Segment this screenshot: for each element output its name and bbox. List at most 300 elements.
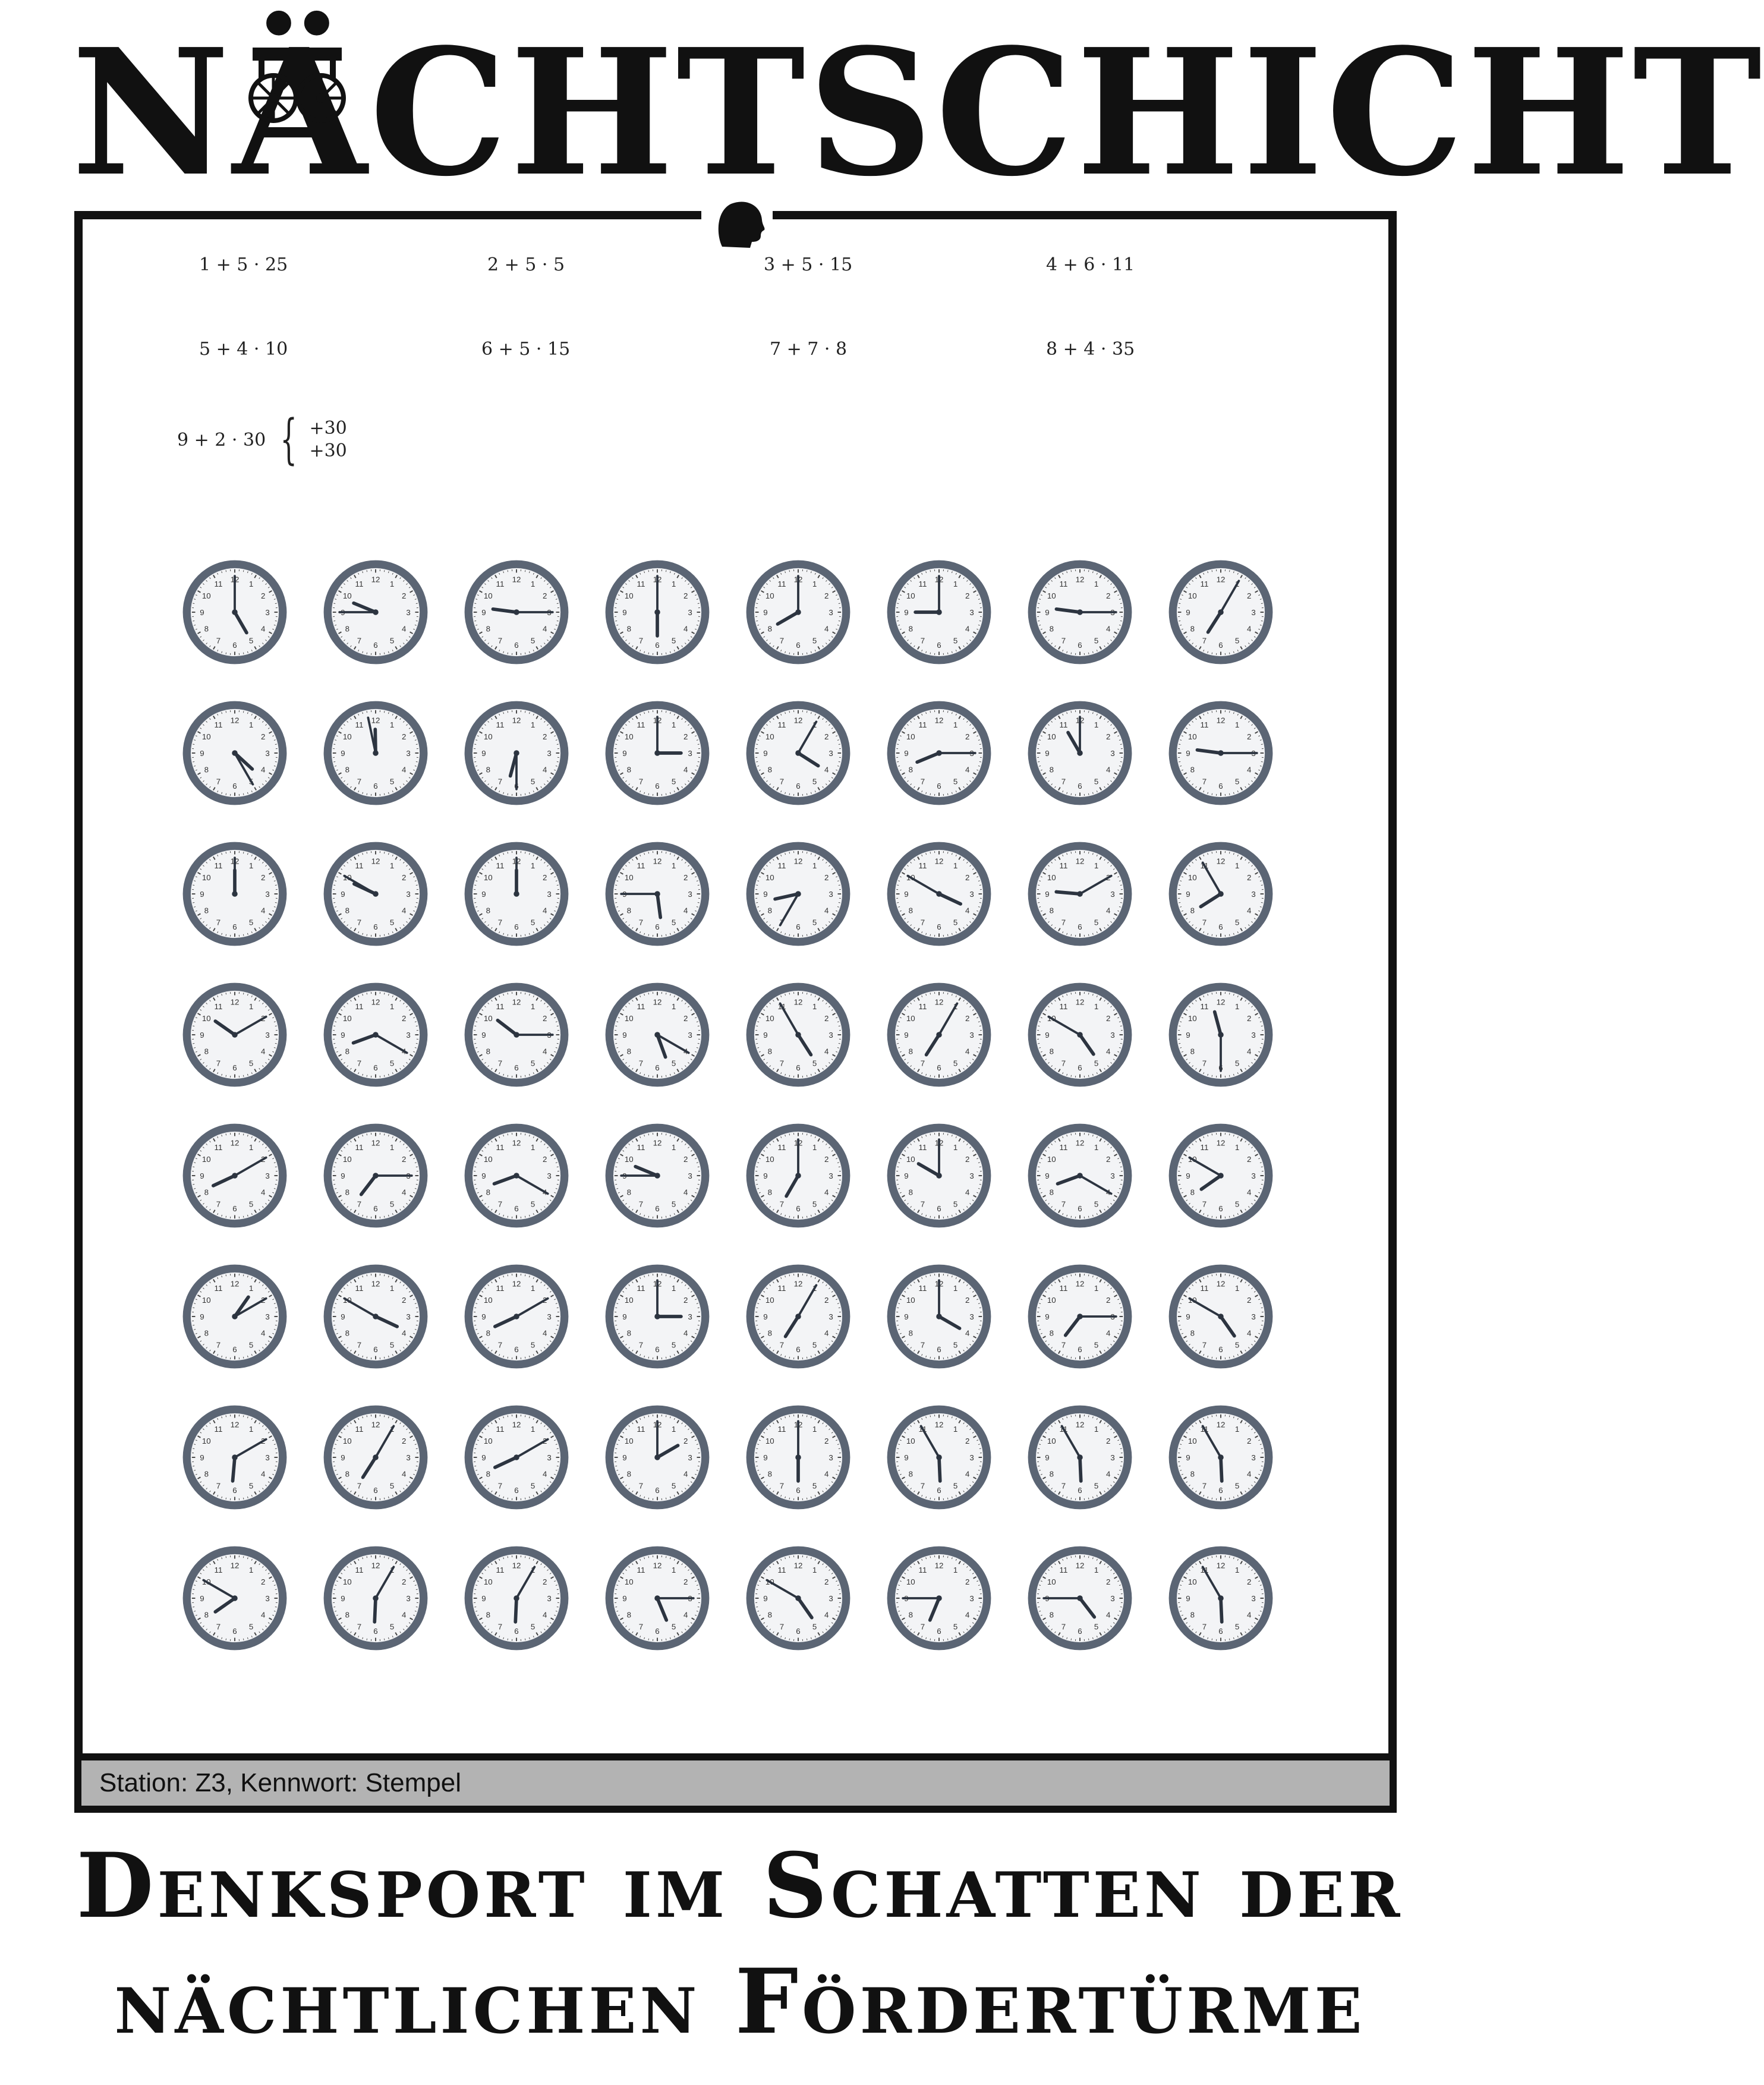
clock-icon — [742, 1119, 855, 1232]
clock-icon — [1164, 1260, 1277, 1373]
svg-text:5: 5 — [530, 1340, 536, 1350]
svg-text:8: 8 — [1190, 1188, 1195, 1197]
svg-text:8: 8 — [345, 624, 349, 634]
svg-text:4: 4 — [543, 624, 547, 634]
svg-text:5: 5 — [389, 1059, 395, 1068]
svg-text:8: 8 — [908, 1188, 913, 1197]
svg-text:5: 5 — [953, 777, 958, 786]
svg-text:2: 2 — [543, 873, 547, 883]
clock-icon — [1023, 837, 1136, 950]
svg-text:10: 10 — [201, 1014, 211, 1023]
svg-text:9: 9 — [481, 1453, 486, 1462]
svg-text:12: 12 — [230, 1420, 240, 1429]
svg-text:12: 12 — [512, 997, 521, 1007]
svg-text:8: 8 — [345, 906, 349, 915]
svg-text:11: 11 — [1200, 1002, 1209, 1012]
svg-text:6: 6 — [373, 640, 378, 650]
svg-text:2: 2 — [1247, 1437, 1252, 1446]
svg-text:8: 8 — [204, 1469, 209, 1479]
svg-text:7: 7 — [497, 1199, 503, 1209]
svg-text:11: 11 — [496, 1284, 505, 1293]
svg-text:3: 3 — [969, 1312, 974, 1321]
svg-text:3: 3 — [1251, 1453, 1256, 1462]
svg-text:6: 6 — [232, 1204, 237, 1213]
svg-text:5: 5 — [248, 1059, 254, 1068]
svg-text:10: 10 — [906, 591, 915, 601]
svg-text:7: 7 — [1202, 777, 1207, 786]
svg-text:10: 10 — [342, 732, 352, 742]
clock-icon — [883, 1119, 996, 1232]
svg-text:6: 6 — [937, 1626, 941, 1636]
clock-icon — [883, 556, 996, 669]
equation-3: 3 + 5 · 15 — [764, 254, 853, 275]
clock-icon — [1023, 978, 1136, 1091]
svg-text:8: 8 — [767, 765, 772, 774]
svg-text:12: 12 — [793, 1279, 803, 1289]
svg-text:1: 1 — [812, 1566, 817, 1575]
clock-icon — [178, 978, 291, 1091]
svg-text:3: 3 — [969, 1453, 974, 1462]
svg-text:6: 6 — [655, 640, 660, 650]
svg-text:1: 1 — [1234, 1002, 1240, 1012]
svg-text:10: 10 — [1187, 873, 1197, 883]
svg-text:4: 4 — [1106, 1610, 1111, 1620]
svg-text:7: 7 — [638, 636, 644, 645]
svg-text:12: 12 — [653, 856, 662, 866]
svg-text:8: 8 — [345, 765, 349, 774]
svg-text:7: 7 — [497, 777, 503, 786]
svg-text:11: 11 — [918, 1284, 927, 1293]
clock-icon — [319, 697, 432, 810]
svg-text:3: 3 — [406, 1593, 411, 1603]
svg-text:10: 10 — [1047, 1155, 1056, 1164]
svg-text:11: 11 — [1059, 861, 1068, 871]
svg-text:4: 4 — [402, 765, 407, 774]
svg-text:5: 5 — [1094, 777, 1099, 786]
svg-text:8: 8 — [486, 1047, 490, 1056]
svg-text:10: 10 — [624, 732, 634, 742]
clock-icon — [742, 837, 855, 950]
svg-text:4: 4 — [965, 906, 970, 915]
svg-text:1: 1 — [530, 861, 536, 871]
svg-text:11: 11 — [214, 1002, 223, 1012]
svg-text:10: 10 — [624, 1577, 634, 1587]
svg-text:9: 9 — [622, 1312, 627, 1321]
svg-text:10: 10 — [483, 1155, 493, 1164]
svg-text:7: 7 — [920, 1622, 925, 1632]
svg-text:5: 5 — [530, 1199, 536, 1209]
svg-text:9: 9 — [622, 1030, 627, 1040]
svg-text:11: 11 — [496, 861, 505, 871]
svg-text:7: 7 — [920, 1199, 925, 1209]
svg-text:1: 1 — [953, 1284, 958, 1293]
svg-text:10: 10 — [906, 1155, 915, 1164]
svg-text:4: 4 — [1247, 1469, 1252, 1479]
svg-text:10: 10 — [201, 591, 211, 601]
svg-text:8: 8 — [767, 1328, 772, 1338]
svg-text:6: 6 — [937, 781, 941, 790]
svg-text:4: 4 — [824, 1328, 829, 1338]
svg-text:11: 11 — [355, 1566, 364, 1575]
svg-text:7: 7 — [357, 1340, 362, 1350]
svg-text:9: 9 — [1045, 1453, 1050, 1462]
svg-text:2: 2 — [824, 1437, 829, 1446]
svg-text:9: 9 — [763, 607, 768, 617]
svg-text:9: 9 — [341, 748, 345, 758]
svg-text:1: 1 — [248, 1002, 254, 1012]
svg-text:5: 5 — [389, 918, 395, 927]
svg-text:4: 4 — [683, 906, 688, 915]
svg-text:12: 12 — [230, 1279, 240, 1289]
clock-icon — [601, 1119, 714, 1232]
svg-text:9: 9 — [200, 1593, 204, 1603]
svg-text:3: 3 — [547, 1593, 552, 1603]
svg-text:2: 2 — [965, 1155, 970, 1164]
svg-text:4: 4 — [402, 624, 407, 634]
svg-text:6: 6 — [232, 1626, 237, 1636]
svg-text:4: 4 — [402, 1469, 407, 1479]
svg-text:8: 8 — [345, 1328, 349, 1338]
svg-text:4: 4 — [1106, 1469, 1111, 1479]
svg-text:4: 4 — [824, 1469, 829, 1479]
svg-text:2: 2 — [683, 1437, 688, 1446]
svg-text:6: 6 — [232, 1063, 237, 1072]
svg-text:9: 9 — [904, 1030, 909, 1040]
svg-text:8: 8 — [767, 1188, 772, 1197]
svg-text:10: 10 — [201, 1437, 211, 1446]
svg-text:10: 10 — [1187, 732, 1197, 742]
svg-text:3: 3 — [406, 1030, 411, 1040]
svg-text:4: 4 — [261, 1469, 266, 1479]
svg-text:4: 4 — [683, 1188, 688, 1197]
svg-text:7: 7 — [1202, 918, 1207, 927]
svg-text:5: 5 — [389, 1622, 395, 1632]
svg-text:5: 5 — [389, 777, 395, 786]
svg-text:5: 5 — [530, 1481, 536, 1491]
svg-text:5: 5 — [1234, 1340, 1240, 1350]
svg-text:8: 8 — [1049, 624, 1054, 634]
svg-text:6: 6 — [373, 781, 378, 790]
clock-icon — [1164, 1401, 1277, 1514]
clock-icon — [319, 837, 432, 950]
svg-text:12: 12 — [512, 1138, 521, 1148]
svg-text:10: 10 — [342, 591, 352, 601]
svg-text:1: 1 — [1094, 579, 1099, 589]
svg-text:11: 11 — [777, 1284, 786, 1293]
svg-text:7: 7 — [1061, 777, 1066, 786]
svg-text:4: 4 — [824, 1047, 829, 1056]
svg-text:3: 3 — [829, 607, 833, 617]
svg-text:7: 7 — [497, 1059, 503, 1068]
svg-text:11: 11 — [496, 1143, 505, 1152]
svg-text:9: 9 — [763, 1030, 768, 1040]
svg-text:6: 6 — [796, 640, 801, 650]
svg-text:5: 5 — [953, 636, 958, 645]
svg-text:3: 3 — [265, 1593, 270, 1603]
clock-icon — [460, 1542, 573, 1655]
svg-text:5: 5 — [530, 1622, 536, 1632]
svg-text:11: 11 — [214, 1284, 223, 1293]
svg-text:7: 7 — [1061, 1059, 1066, 1068]
svg-text:4: 4 — [543, 1328, 547, 1338]
svg-text:4: 4 — [965, 765, 970, 774]
svg-text:5: 5 — [812, 918, 817, 927]
svg-text:5: 5 — [248, 1199, 254, 1209]
svg-text:3: 3 — [969, 1593, 974, 1603]
clock-icon — [178, 1542, 291, 1655]
svg-text:1: 1 — [953, 1143, 958, 1152]
svg-text:3: 3 — [1251, 607, 1256, 617]
svg-text:5: 5 — [953, 918, 958, 927]
svg-text:8: 8 — [204, 1047, 209, 1056]
svg-text:5: 5 — [1234, 1199, 1240, 1209]
svg-text:8: 8 — [486, 1328, 490, 1338]
svg-text:12: 12 — [371, 1138, 380, 1148]
svg-text:2: 2 — [965, 732, 970, 742]
equation-5: 5 + 4 · 10 — [199, 339, 288, 360]
svg-text:11: 11 — [355, 1002, 364, 1012]
equation-6: 6 + 5 · 15 — [481, 339, 571, 360]
svg-text:8: 8 — [626, 1469, 631, 1479]
svg-text:8: 8 — [204, 1188, 209, 1197]
svg-text:3: 3 — [688, 748, 692, 758]
svg-text:11: 11 — [918, 1002, 927, 1012]
svg-text:3: 3 — [688, 1030, 692, 1040]
svg-text:9: 9 — [341, 1593, 345, 1603]
svg-text:8: 8 — [908, 624, 913, 634]
svg-text:8: 8 — [626, 1328, 631, 1338]
svg-text:6: 6 — [1078, 1485, 1082, 1495]
svg-text:10: 10 — [342, 1437, 352, 1446]
svg-text:9: 9 — [1045, 1171, 1050, 1180]
svg-text:1: 1 — [1094, 720, 1099, 730]
svg-text:1: 1 — [671, 1284, 676, 1293]
svg-text:2: 2 — [1106, 1437, 1111, 1446]
svg-text:9: 9 — [763, 889, 768, 899]
svg-text:3: 3 — [688, 607, 692, 617]
svg-text:5: 5 — [1234, 1059, 1240, 1068]
clock-icon — [1164, 556, 1277, 669]
svg-text:7: 7 — [920, 777, 925, 786]
svg-text:7: 7 — [1061, 636, 1066, 645]
svg-text:10: 10 — [483, 732, 493, 742]
svg-text:6: 6 — [373, 1204, 378, 1213]
svg-text:11: 11 — [1059, 1002, 1068, 1012]
svg-text:2: 2 — [402, 1296, 407, 1305]
svg-text:2: 2 — [965, 873, 970, 883]
svg-text:8: 8 — [767, 1610, 772, 1620]
svg-text:12: 12 — [793, 1561, 803, 1570]
svg-text:5: 5 — [248, 1481, 254, 1491]
svg-text:8: 8 — [1190, 906, 1195, 915]
svg-text:6: 6 — [655, 922, 660, 931]
svg-text:2: 2 — [402, 1155, 407, 1164]
svg-text:11: 11 — [496, 720, 505, 730]
svg-text:10: 10 — [765, 1437, 774, 1446]
svg-text:11: 11 — [1200, 720, 1209, 730]
clock-icon — [319, 1260, 432, 1373]
svg-text:11: 11 — [214, 720, 223, 730]
svg-text:6: 6 — [232, 1344, 237, 1354]
svg-text:9: 9 — [200, 889, 204, 899]
svg-text:6: 6 — [514, 1204, 519, 1213]
svg-text:7: 7 — [357, 918, 362, 927]
clock-icon — [883, 1542, 996, 1655]
clock-icon — [601, 697, 714, 810]
svg-text:9: 9 — [763, 1171, 768, 1180]
svg-text:6: 6 — [655, 1485, 660, 1495]
svg-text:12: 12 — [512, 1279, 521, 1289]
svg-text:9: 9 — [622, 1453, 627, 1462]
svg-text:2: 2 — [824, 1577, 829, 1587]
svg-text:1: 1 — [389, 720, 395, 730]
svg-text:1: 1 — [1234, 720, 1240, 730]
svg-text:7: 7 — [1202, 1199, 1207, 1209]
equation-7: 7 + 7 · 8 — [770, 339, 848, 360]
svg-text:7: 7 — [638, 1340, 644, 1350]
svg-text:9: 9 — [481, 889, 486, 899]
svg-text:8: 8 — [1190, 765, 1195, 774]
svg-text:9: 9 — [1045, 607, 1050, 617]
svg-text:6: 6 — [1218, 1344, 1223, 1354]
svg-text:4: 4 — [1247, 1047, 1252, 1056]
svg-text:8: 8 — [204, 906, 209, 915]
svg-text:4: 4 — [402, 1610, 407, 1620]
svg-text:5: 5 — [671, 918, 676, 927]
svg-text:1: 1 — [953, 861, 958, 871]
svg-text:8: 8 — [345, 1469, 349, 1479]
svg-text:7: 7 — [216, 1199, 221, 1209]
svg-text:4: 4 — [824, 765, 829, 774]
svg-text:2: 2 — [1106, 591, 1111, 601]
svg-text:9: 9 — [341, 1453, 345, 1462]
svg-text:5: 5 — [248, 1340, 254, 1350]
svg-text:12: 12 — [1216, 1279, 1226, 1289]
svg-text:12: 12 — [371, 997, 380, 1007]
svg-text:12: 12 — [230, 1138, 240, 1148]
svg-text:3: 3 — [1110, 1453, 1115, 1462]
svg-text:8: 8 — [626, 1610, 631, 1620]
svg-text:12: 12 — [653, 1561, 662, 1570]
brace-symbol: { — [280, 408, 298, 471]
svg-text:2: 2 — [824, 1296, 829, 1305]
svg-text:8: 8 — [345, 1610, 349, 1620]
svg-text:6: 6 — [937, 1063, 941, 1072]
svg-text:12: 12 — [1075, 575, 1085, 584]
svg-text:3: 3 — [406, 607, 411, 617]
svg-text:11: 11 — [637, 720, 645, 730]
svg-text:8: 8 — [767, 1047, 772, 1056]
svg-text:6: 6 — [514, 640, 519, 650]
svg-text:3: 3 — [829, 1453, 833, 1462]
svg-text:2: 2 — [1106, 732, 1111, 742]
svg-text:8: 8 — [626, 1188, 631, 1197]
svg-text:6: 6 — [1078, 1063, 1082, 1072]
svg-text:3: 3 — [265, 1171, 270, 1180]
svg-text:1: 1 — [671, 1143, 676, 1152]
svg-text:7: 7 — [638, 918, 644, 927]
svg-text:5: 5 — [1094, 918, 1099, 927]
svg-text:7: 7 — [497, 1481, 503, 1491]
svg-text:4: 4 — [1106, 765, 1111, 774]
clock-icon — [601, 837, 714, 950]
svg-text:10: 10 — [483, 1437, 493, 1446]
svg-text:2: 2 — [683, 1014, 688, 1023]
svg-text:4: 4 — [965, 624, 970, 634]
svg-text:5: 5 — [1094, 1340, 1099, 1350]
svg-text:3: 3 — [547, 889, 552, 899]
svg-text:1: 1 — [530, 720, 536, 730]
svg-text:3: 3 — [829, 1312, 833, 1321]
svg-text:4: 4 — [1247, 765, 1252, 774]
svg-text:2: 2 — [965, 1577, 970, 1587]
svg-text:6: 6 — [796, 1626, 801, 1636]
svg-text:2: 2 — [683, 873, 688, 883]
svg-text:5: 5 — [248, 636, 254, 645]
svg-text:7: 7 — [357, 1622, 362, 1632]
svg-text:1: 1 — [389, 1143, 395, 1152]
clock-icon — [178, 837, 291, 950]
svg-text:10: 10 — [624, 1296, 634, 1305]
svg-text:10: 10 — [624, 1437, 634, 1446]
svg-text:12: 12 — [1075, 1138, 1085, 1148]
svg-text:5: 5 — [1234, 636, 1240, 645]
status-text: Station: Z3, Kennwort: Stempel — [99, 1768, 461, 1797]
svg-text:10: 10 — [765, 1296, 774, 1305]
svg-text:11: 11 — [355, 720, 364, 730]
svg-text:9: 9 — [622, 607, 627, 617]
svg-text:6: 6 — [514, 1485, 519, 1495]
svg-text:11: 11 — [777, 1425, 786, 1434]
svg-text:3: 3 — [969, 1030, 974, 1040]
clock-icon — [883, 978, 996, 1091]
svg-text:4: 4 — [402, 906, 407, 915]
svg-text:9: 9 — [481, 1171, 486, 1180]
svg-text:7: 7 — [779, 1340, 785, 1350]
svg-text:6: 6 — [373, 922, 378, 931]
clock-icon — [742, 1260, 855, 1373]
svg-text:8: 8 — [1190, 1469, 1195, 1479]
svg-text:4: 4 — [965, 1469, 970, 1479]
svg-text:6: 6 — [1078, 1204, 1082, 1213]
svg-text:6: 6 — [796, 1204, 801, 1213]
clock-icon — [601, 556, 714, 669]
svg-text:5: 5 — [671, 1622, 676, 1632]
svg-text:7: 7 — [1202, 636, 1207, 645]
svg-text:6: 6 — [1078, 1626, 1082, 1636]
svg-text:9: 9 — [904, 607, 909, 617]
svg-text:9: 9 — [1186, 1312, 1190, 1321]
svg-text:8: 8 — [1190, 1328, 1195, 1338]
svg-text:3: 3 — [547, 1312, 552, 1321]
svg-text:4: 4 — [1247, 1328, 1252, 1338]
svg-text:7: 7 — [1202, 1059, 1207, 1068]
svg-text:10: 10 — [201, 1296, 211, 1305]
svg-text:5: 5 — [671, 636, 676, 645]
svg-text:2: 2 — [402, 1014, 407, 1023]
svg-text:10: 10 — [624, 1155, 634, 1164]
svg-text:11: 11 — [355, 1425, 364, 1434]
svg-text:6: 6 — [796, 1063, 801, 1072]
clock-icon — [742, 978, 855, 1091]
svg-text:11: 11 — [1059, 720, 1068, 730]
svg-text:12: 12 — [653, 1138, 662, 1148]
svg-text:8: 8 — [626, 765, 631, 774]
svg-text:10: 10 — [1047, 873, 1056, 883]
svg-text:11: 11 — [496, 579, 505, 589]
svg-text:6: 6 — [514, 1344, 519, 1354]
svg-text:3: 3 — [547, 748, 552, 758]
